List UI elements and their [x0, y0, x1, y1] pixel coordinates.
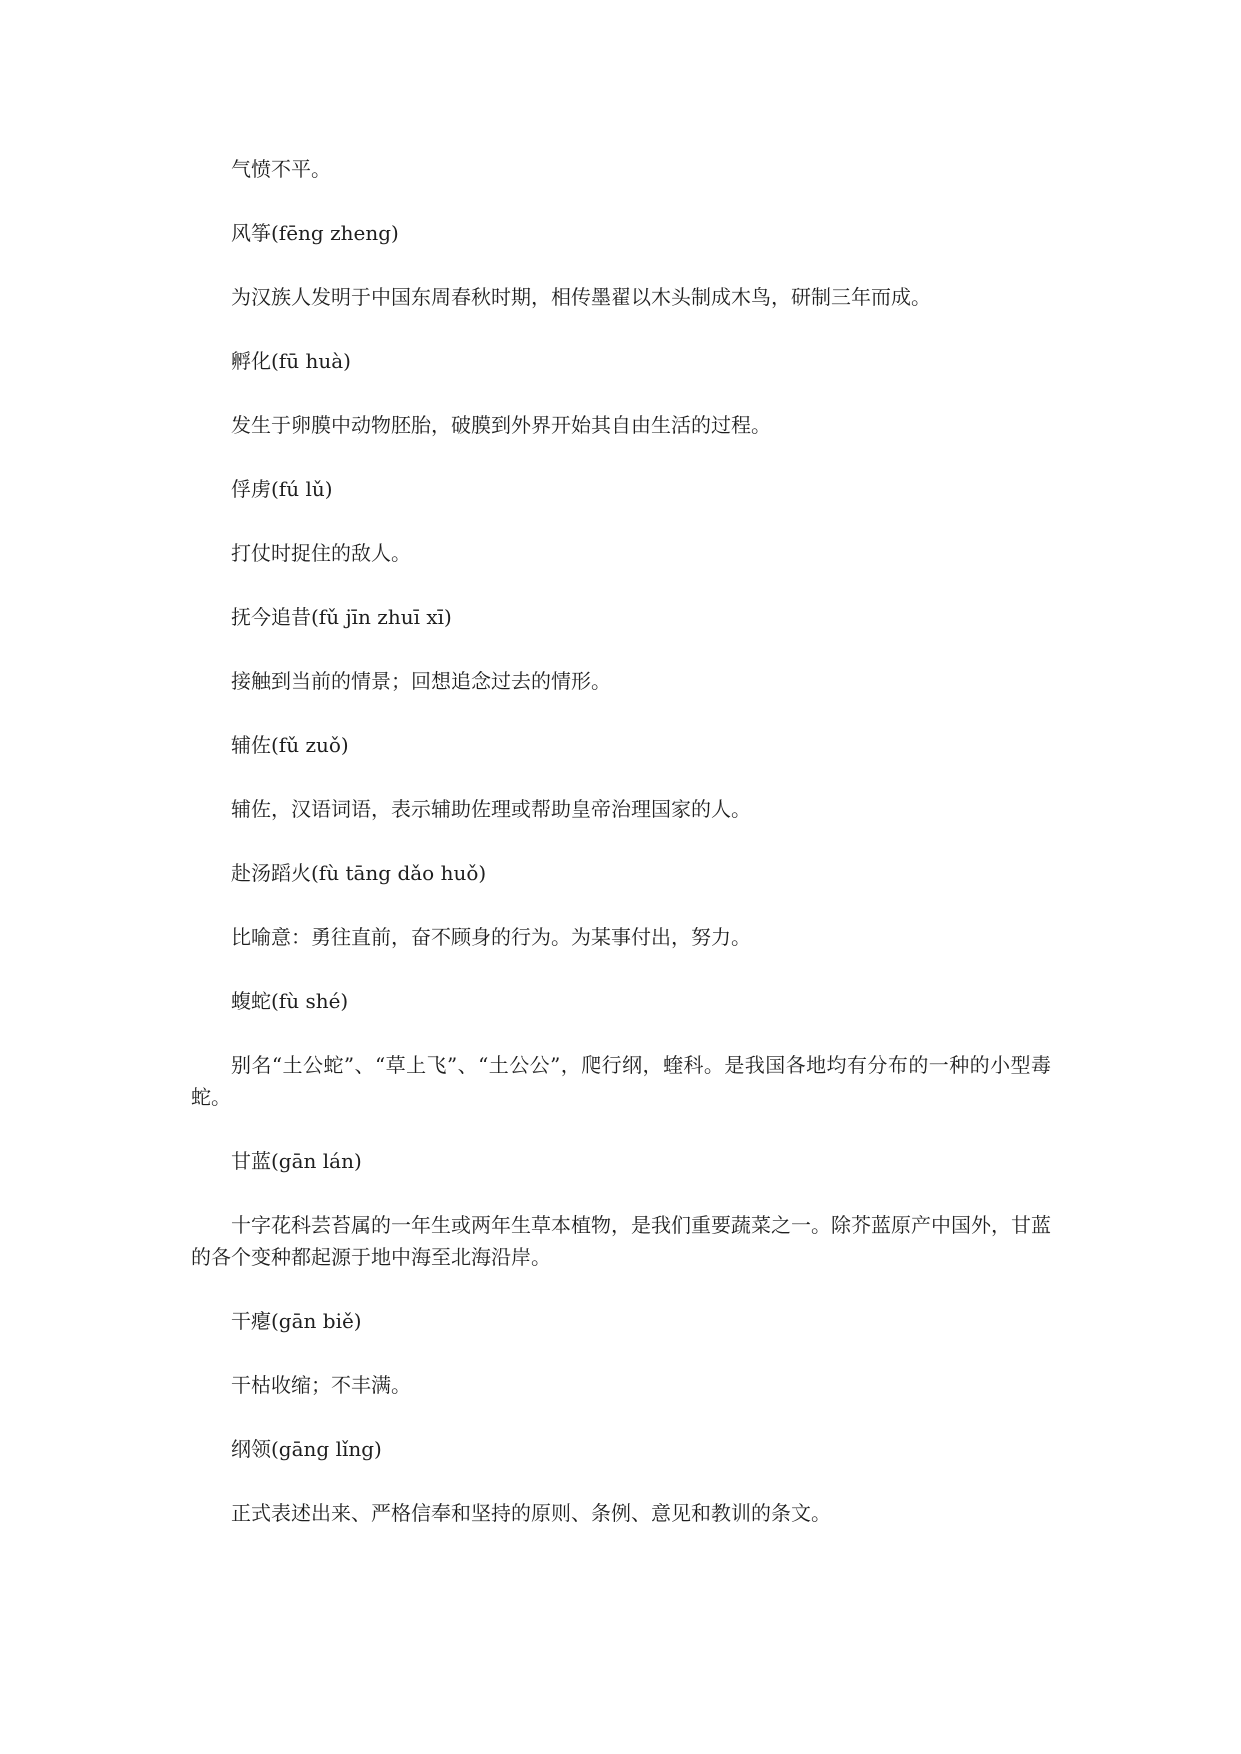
vocab-definition: 发生于卵膜中动物胚胎，破膜到外界开始其自由生活的过程。 [231, 413, 771, 437]
vocab-term: 赴汤蹈火(fù tāng dǎo huǒ) [231, 861, 487, 885]
vocab-term: 俘虏(fú lǔ) [231, 477, 333, 501]
vocab-term: 辅佐(fǔ zuǒ) [231, 733, 349, 757]
vocab-term: 纲领(gāng lǐng) [231, 1437, 382, 1461]
vocab-term: 干瘪(gān biě) [231, 1309, 362, 1333]
paragraph-text: 气愤不平。 [231, 157, 331, 181]
document-body [191, 153, 1051, 1561]
vocab-definition: 为汉族人发明于中国东周春秋时期，相传墨翟以木头制成木鸟，研制三年而成。 [231, 285, 931, 309]
vocab-definition: 辅佐，汉语词语，表示辅助佐理或帮助皇帝治理国家的人。 [231, 797, 751, 821]
vocab-definition: 打仗时捉住的敌人。 [231, 541, 411, 565]
vocab-definition: 十字花科芸苔属的一年生或两年生草本植物，是我们重要蔬菜之一。除芥蓝原产中国外，甘蓝的各个变种都起源于地中海至北海沿岸。 [191, 1213, 1051, 1269]
vocab-definition: 比喻意：勇往直前，奋不顾身的行为。为某事付出，努力。 [231, 925, 751, 949]
vocab-term: 风筝(fēng zheng) [231, 221, 399, 245]
vocab-definition: 别名“土公蛇”、“草上飞”、“土公公”，爬行纲，蝰科。是我国各地均有分布的一种的小型毒蛇。 [191, 1053, 1051, 1109]
vocab-term: 蝮蛇(fù shé) [231, 989, 349, 1013]
vocab-definition: 接触到当前的情景；回想追念过去的情形。 [231, 669, 611, 693]
vocab-definition: 正式表述出来、严格信奉和坚持的原则、条例、意见和教训的条文。 [231, 1501, 831, 1525]
vocab-term: 孵化(fū huà) [231, 349, 351, 373]
vocab-term: 抚今追昔(fǔ jīn zhuī xī) [231, 605, 452, 629]
vocab-term: 甘蓝(gān lán) [231, 1149, 362, 1173]
vocab-definition: 干枯收缩；不丰满。 [231, 1373, 411, 1397]
